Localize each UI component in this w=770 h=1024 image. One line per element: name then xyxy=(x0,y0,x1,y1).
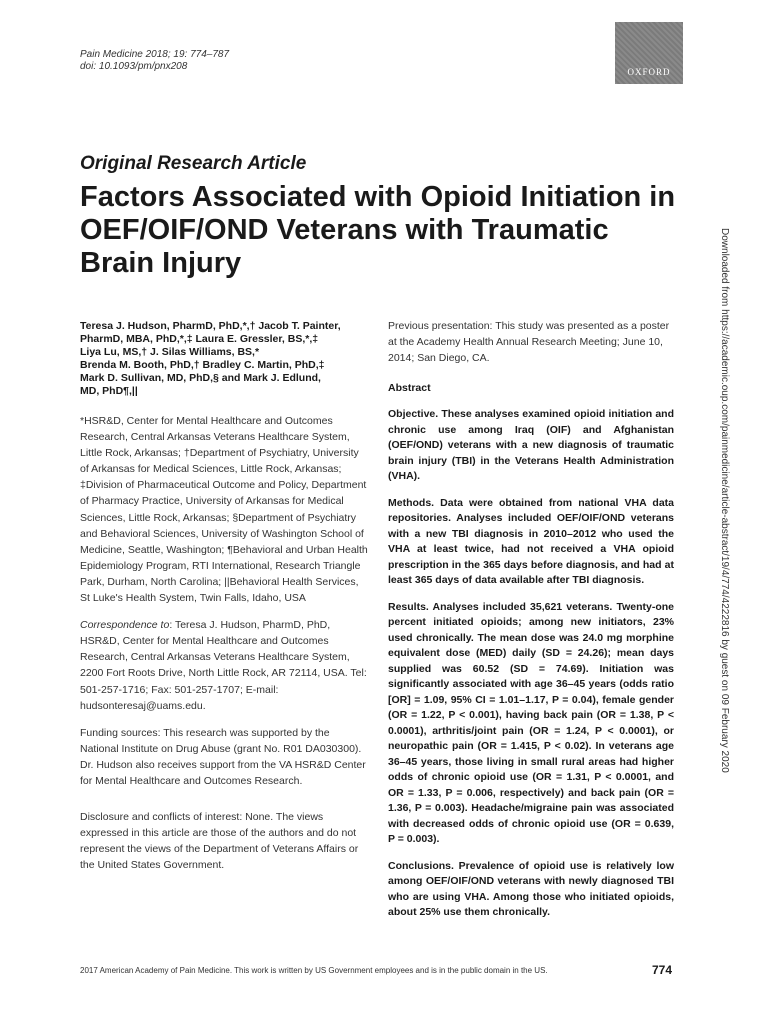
abstract-methods: Methods. Data were obtained from national VHA data repositories. Analyses included OEF/OIF/OND veterans with a new TBI diagnosis in 2010–2012 who used the VHA at least twice, had not received a VHA opioid prescription in the 365 days before diagnosis, and had at least 365 days of data available after TBI diagnosis. xyxy=(388,496,674,586)
previous-presentation: Previous presentation: This study was presented as a poster at the Academy Health Annual Research Meeting; June 10, 2014; San Diego, CA. xyxy=(388,320,670,364)
author-list xyxy=(80,320,370,398)
author-line: Mark D. Sullivan, MD, PhD,§ and Mark J. Edlund, xyxy=(80,372,321,384)
download-side-note-text: Downloaded from https://academic.oup.com/painmedicine/article-abstract/19/4/774/4222816 by guest on 09 February 2020 xyxy=(719,228,730,773)
article-title: Factors Associated with Opioid Initiation in OEF/OIF/OND Veterans with Traumatic Brain Injury xyxy=(80,181,676,279)
author-line: Teresa J. Hudson, PharmD, PhD,*,† Jacob T. Painter, xyxy=(80,320,341,332)
page-number: 774 xyxy=(652,963,673,977)
footer-copyright: 2017 American Academy of Pain Medicine. This work is written by US Government employees and is in the public domain in the US. xyxy=(80,966,548,975)
abstract-objective: Objective. These analyses examined opioid initiation and chronic use among Iraq (OIF) and Afghanistan (OEF/OND) veterans with a new diagnosis of traumatic brain injury (TBI) in the Veterans Health Administration (VHA). xyxy=(388,408,674,482)
journal-citation-block xyxy=(80,49,229,73)
author-line: Liya Lu, MS,† J. Silas Williams, BS,* xyxy=(80,346,260,358)
abstract-heading: Abstract xyxy=(388,382,431,394)
correspondence-text: : Teresa J. Hudson, PharmD, PhD, HSR&D, Center for Mental Healthcare and Outcomes Research, Central Arkansas Veterans Healthcare System, 2200 Fort Roots Drive, North Little Rock, AR 72114, USA. Tel: 501-257-1716; Fax: 501-257-1707; E-mail: hudsonteresaj@uams.edu. xyxy=(80,619,367,712)
oxford-logo: OXFORD xyxy=(615,22,683,84)
front-matter-notes xyxy=(80,413,368,884)
author-line: Brenda M. Booth, PhD,† Bradley C. Martin, PhD,‡ xyxy=(80,359,325,371)
section-type: Original Research Article xyxy=(80,153,307,174)
abstract xyxy=(388,407,674,921)
right-column xyxy=(388,318,674,932)
correspondence xyxy=(80,617,368,714)
disclosure: Disclosure and conflicts of interest: None. The views expressed in this article are those of the authors and do not represent the views of the Department of Veterans Affairs or the United States Government. xyxy=(80,811,359,872)
abstract-results: Results. Analyses included 35,621 veterans. Twenty-one percent initiated opioids; among new initiators, 23% used chronically. The mean dose was 24.0 mg morphine equivalent dose (MED) daily (SD = 24.26); mean days supplied was 60.52 (SD = 74.69). Initiation was significantly associated with age 36–45 years (odds ratio [OR] = 1.09, 95% CI = 1.01–1.17, P = 0.04), female gender (OR = 1.22, P < 0.001), having back pain (OR = 1.38, P < 0.0001), arthritis/joint pain (OR = 1.24, P < 0.0001), or neuropathic pain (OR = 1.415, P < 0.02). In veterans age 36–45 years, those living in small rural areas had higher odds of chronic opioid use (OR = 1.31, P < 0.0001, and OR = 1.33, P = 0.006, respectively) and back pain (OR = 1.36, P = 0.003). Headache/migraine pain was associated with decreased odds of chronic opioid use (OR = 0.639, P = 0.003). xyxy=(388,600,674,845)
affiliations: *HSR&D, Center for Mental Healthcare and Outcomes Research, Central Arkansas Veterans Healthcare System, Little Rock, Arkansas; †Department of Psychiatry, University of Arkansas for Medical Sciences, Little Rock, Arkansas; ‡Division of Pharmaceutical Outcome and Policy, Department of Pharmacy Practice, University of Arkansas for Medical Sciences, Little Rock, Arkansas; §Department of Psychiatry and Behavioral Sciences, University of Washington School of Medicine, Seattle, Washington; ¶Behavioral and Urban Health Epidemiology Program, RTI International, Research Triangle Park, Durham, North Carolina; ||Behavioral Health Services, St Luke's Health System, Twin Falls, Idaho, USA xyxy=(80,415,368,605)
correspondence-label: Correspondence to xyxy=(80,619,170,632)
journal-citation: Pain Medicine 2018; 19: 774–787 xyxy=(80,49,230,60)
abstract-conclusions: Conclusions. Prevalence of opioid use is relatively low among OEF/OIF/OND veterans with newly diagnosed TBI who are using VHA. Among those who initiated opioids, about 25% use them chronically. xyxy=(388,859,674,918)
author-line: PharmD, MBA, PhD,*,‡ Laura E. Gressler, BS,*,‡ xyxy=(80,333,319,345)
author-line: MD, PhD¶,|| xyxy=(80,385,138,397)
journal-doi: doi: 10.1093/pm/pnx208 xyxy=(80,61,188,72)
funding-sources: Funding sources: This research was supported by the National Institute on Drug Abuse (grant No. R01 DA030300). Dr. Hudson also receives support from the VA HSR&D Center for Mental Healthcare and Outcomes Research. xyxy=(80,726,366,787)
